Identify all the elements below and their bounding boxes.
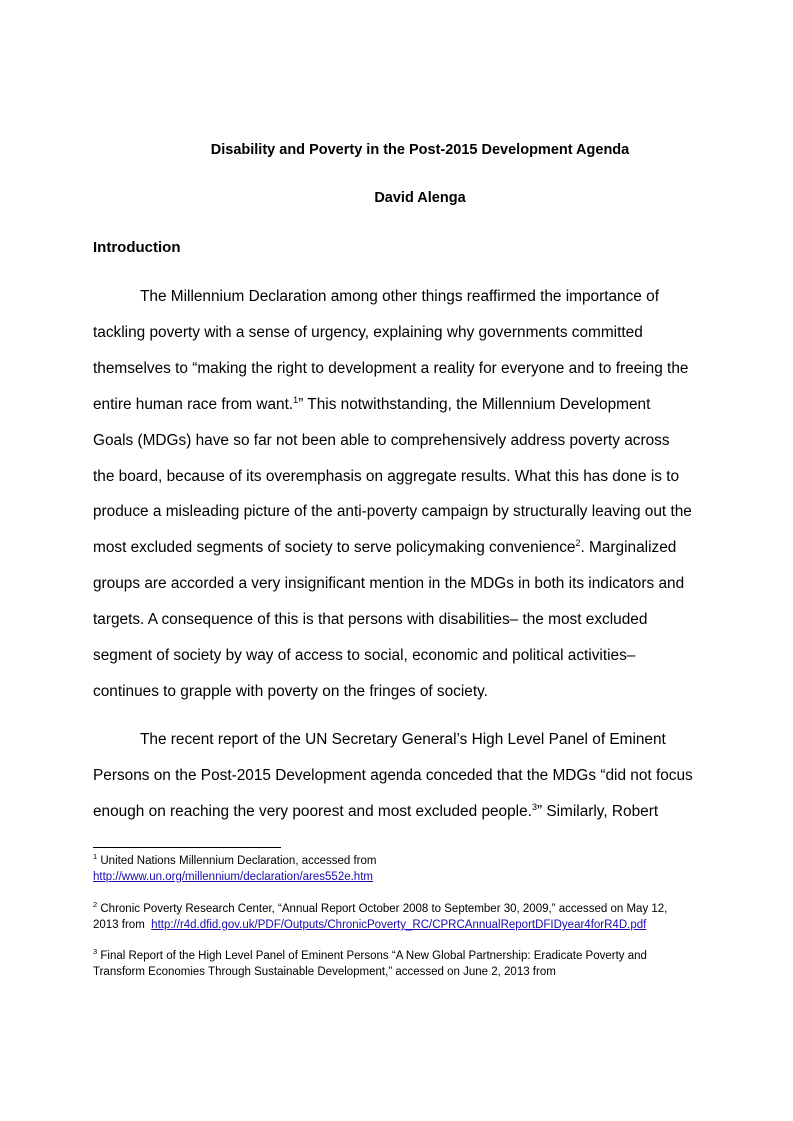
footnote-3-line-2	[93, 966, 556, 978]
footnote-number: 1	[93, 852, 98, 862]
footnote-1-link-line	[93, 871, 373, 883]
footnote-ref-3[interactable]: 3	[531, 801, 537, 812]
text-line: The Millennium Declaration among other things reaffirmed the importance of	[140, 288, 659, 305]
text-line: targets. A consequence of this is that persons with disabilities– the most excluded	[93, 611, 648, 628]
text-line: The recent report of the UN Secretary General’s High Level Panel of Eminent	[140, 731, 666, 748]
text-line: Persons on the Post-2015 Development agenda conceded that the MDGs “did not focus	[93, 767, 693, 784]
footnote-text: Final Report of the High Level Panel of Eminent Persons “A New Global Partnership: Eradicate Poverty and	[97, 950, 647, 962]
footnote-ref-2[interactable]: 2	[575, 537, 581, 548]
footnote-2	[93, 900, 668, 915]
footnote-separator	[93, 847, 281, 848]
text-span: ” This notwithstanding, the Millennium Development	[298, 396, 651, 413]
footnote-number: 2	[93, 900, 98, 910]
footnote-1	[93, 852, 377, 867]
footnote-3	[93, 947, 647, 962]
text-line: Goals (MDGs) have so far not been able to comprehensively address poverty across	[93, 432, 670, 449]
footnote-ref-1[interactable]: 1	[293, 394, 299, 405]
text-line: continues to grapple with poverty on the fringes of society.	[93, 683, 488, 700]
text-span: . Marginalized	[580, 539, 677, 556]
text-line	[93, 539, 676, 557]
footnote-2-line-2	[93, 919, 646, 931]
text-line	[93, 396, 650, 414]
text-line: tackling poverty with a sense of urgency, explaining why governments committed	[93, 324, 643, 341]
footnote-number: 3	[93, 947, 98, 957]
footnote-text: United Nations Millennium Declaration, accessed from	[97, 855, 377, 867]
text-line: groups are accorded a very insignificant mention in the MDGs in both its indicators and	[93, 575, 685, 592]
text-span: enough on reaching the very poorest and most excluded people.	[93, 803, 532, 820]
footnote-text: Transform Economies Through Sustainable Development,” accessed on June 2, 2013 from	[93, 966, 556, 978]
document-title: Disability and Poverty in the Post-2015 Development Agenda	[210, 142, 630, 158]
section-heading: Introduction	[93, 239, 181, 256]
text-line: segment of society by way of access to social, economic and political activities–	[93, 647, 636, 664]
footnote-text: Chronic Poverty Research Center, “Annual Report October 2008 to September 30, 2009,” accessed on May 12,	[97, 903, 668, 915]
text-span: ” Similarly, Robert	[536, 803, 659, 820]
text-line	[93, 803, 658, 821]
footnote-link[interactable]: http://r4d.dfid.gov.uk/PDF/Outputs/ChronicPoverty_RC/CPRCAnnualReportDFIDyear4forR4D.pdf	[151, 919, 647, 931]
text-line: produce a misleading picture of the anti-poverty campaign by structurally leaving out the	[93, 503, 692, 520]
text-line: the board, because of its overemphasis on aggregate results. What this has done is to	[93, 468, 680, 485]
footnote-link[interactable]: http://www.un.org/millennium/declaration/ares552e.htm	[93, 871, 373, 883]
text-span: entire human race from want.	[93, 396, 294, 413]
text-line: themselves to “making the right to development a reality for everyone and to freeing the	[93, 360, 689, 377]
author-name: David Alenga	[374, 190, 466, 206]
footnote-text: 2013 from	[93, 919, 152, 931]
text-span: most excluded segments of society to serve policymaking convenience	[93, 539, 576, 556]
